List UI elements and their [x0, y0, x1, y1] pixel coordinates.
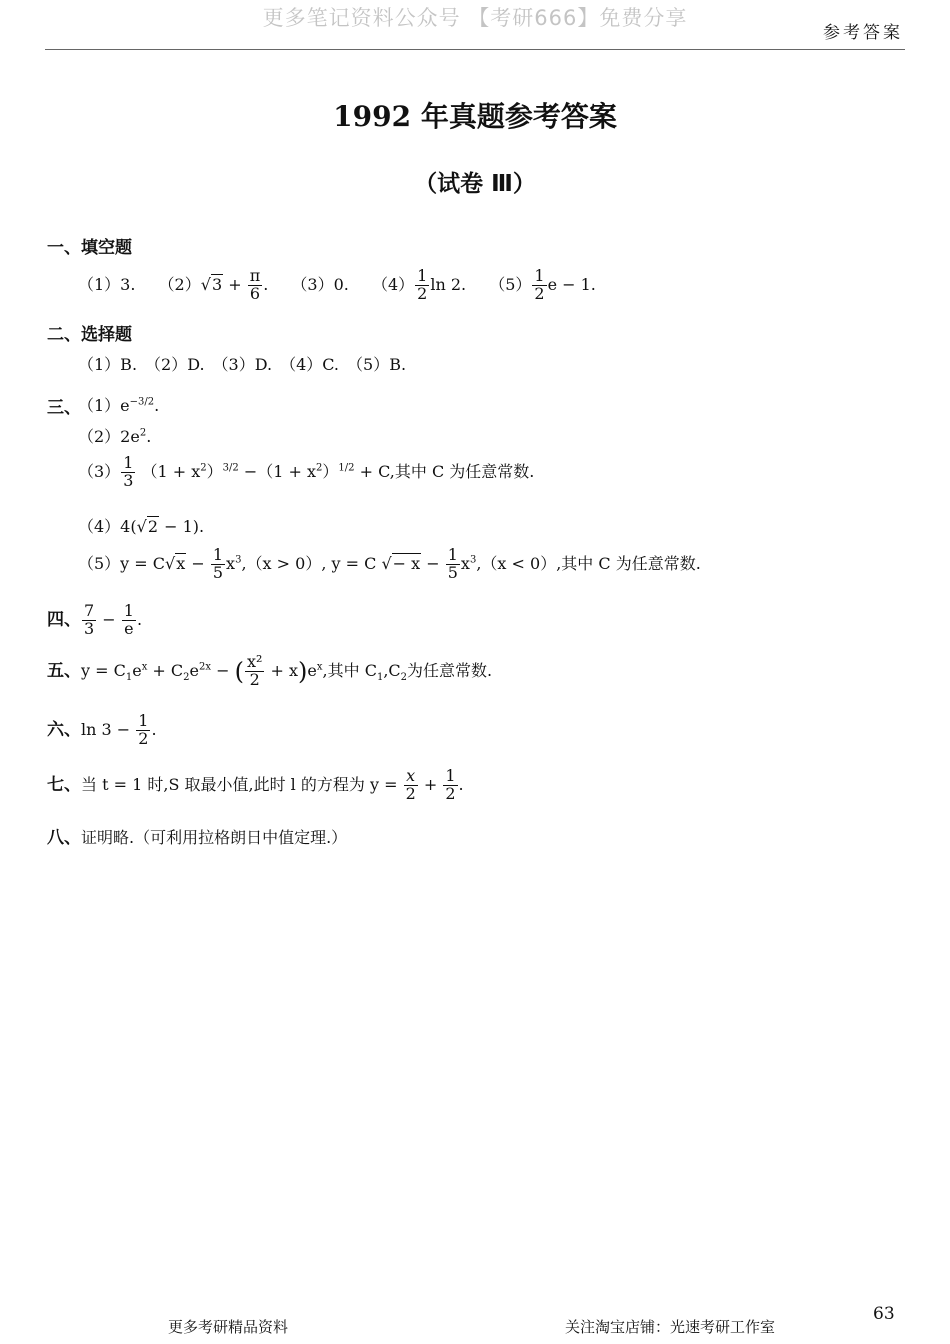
part3-line-5: （5）y = C√x − $\frac{1}{5}$ $x^3,(x > 0)$, y = C √− x − $\frac{1}{5}$ $x^3,(x < 0)$,其中 C 为任意常数.: [78, 545, 701, 582]
part8: [47, 823, 347, 848]
answer-1: （1）3.: [78, 274, 136, 294]
answer-4-fraction: [415, 268, 429, 303]
fill-blank-answers: （1）3. （2）√3 + $\frac{\pi}{6}$ . （3）0. （4） $\frac{1}{2}$ ln 2. （5） $\frac{1}{2}$ e − 1.: [78, 266, 596, 303]
section-4-label: 四、: [47, 609, 81, 630]
frac-num: 1: [138, 711, 149, 730]
part3-3-term-a-power: 3/2: [222, 462, 239, 474]
part3-3-fraction: [121, 455, 135, 490]
part5-g: + x: [265, 660, 299, 680]
page-number: 63: [873, 1304, 895, 1324]
section-5-label: 五、: [47, 660, 81, 681]
part3-2-label: （2）2e: [78, 427, 140, 446]
part3-3-term-b-power: 1/2: [338, 462, 355, 474]
answer-2-fraction: [248, 268, 263, 303]
part6-end: .: [151, 719, 157, 739]
part3-5-cond-2: ,（x < 0）,其中 C 为任意常数.: [476, 553, 701, 573]
part3-5-cube-1: 3: [235, 554, 242, 566]
part4: [47, 603, 142, 638]
answer-5-rest: e − 1.: [547, 274, 596, 294]
part5-d-sup: 2x: [199, 661, 212, 673]
part3-5-minus-2: −: [421, 553, 445, 573]
part8-text: 证明略.（可利用拉格朗日中值定理.）: [81, 828, 348, 847]
part4-end: .: [136, 609, 143, 629]
part3-line-4: （4）4(√2 − 1).: [78, 517, 205, 536]
frac-den: 3: [84, 618, 95, 638]
part7-end: .: [458, 774, 464, 794]
part5-c-sub: 2: [183, 671, 190, 683]
section-8-label: 八、: [47, 828, 81, 848]
answer-2-sqrt: 3: [211, 274, 223, 294]
section-6-label: 六、: [47, 719, 81, 740]
frac-den: 6: [249, 283, 261, 303]
part5-j: ,C: [383, 660, 401, 680]
frac-num: 1: [534, 266, 545, 285]
part5-fraction: [245, 654, 264, 689]
section-7-label: 七、: [47, 774, 81, 795]
part3-5-x-1: x: [226, 553, 236, 573]
header-label: 参考答案: [823, 23, 903, 43]
frac-den: 5: [447, 562, 458, 582]
part5-c: + C: [147, 660, 184, 680]
part6-a: ln 3 −: [81, 719, 136, 739]
frac-num: π: [249, 266, 261, 285]
part7: [47, 768, 464, 803]
answer-5-fraction: [532, 268, 546, 303]
part3-4-end: − 1).: [159, 517, 205, 536]
part7-a: 当 t = 1 时,S 取最小值,此时 l 的方程为 y =: [81, 774, 403, 794]
part3-5-minus-1: −: [186, 553, 210, 573]
part3-5-fraction-2: [446, 547, 460, 582]
part3-5-cube-2: 3: [469, 554, 477, 566]
part3-line-3: [78, 455, 534, 490]
frac-num: 1: [447, 545, 458, 564]
answer-2-plus: +: [223, 274, 247, 294]
part5-b: e: [132, 660, 142, 680]
part6-fraction: [136, 713, 150, 748]
part5: [47, 654, 492, 689]
answer-4-label: （4）: [371, 274, 415, 294]
part3-3-term-b: −（1 + x: [238, 461, 317, 481]
part3-1-label: （1）e: [78, 396, 130, 415]
answer-5-label: （5）: [489, 274, 532, 294]
part5-e: −: [211, 660, 235, 680]
header-rule: [45, 49, 905, 50]
part5-i-sub: 1: [376, 671, 384, 683]
part3-2-exponent: 2: [139, 427, 147, 439]
part3-4-label: （4）4(: [78, 517, 137, 536]
frac-den: 5: [212, 562, 224, 582]
section-fill-blank: 一、填空题: [47, 238, 132, 258]
watermark: 更多笔记资料公众号 【考研666】免费分享: [262, 6, 688, 30]
frac-num: 1: [123, 601, 134, 620]
part4-fraction-2: [122, 603, 136, 638]
part3-2-end: .: [146, 427, 152, 446]
frac-den: 2: [405, 783, 416, 803]
frac-den: 2: [445, 783, 456, 803]
part3-1-exponent: −3/2: [129, 396, 155, 408]
part6: [47, 713, 157, 748]
frac-den: 2: [534, 283, 545, 303]
part3-3-term-a-close: ）: [206, 461, 223, 481]
part3-5-sqrt-2: − x: [392, 553, 421, 573]
footer-left: 更多考研精品资料: [168, 1318, 289, 1336]
part5-a-sub: 1: [125, 671, 133, 683]
part5-k: 为任意常数.: [407, 660, 493, 680]
frac-num: x²: [246, 652, 263, 671]
part5-h-sup: x: [316, 661, 323, 673]
frac-num: 7: [84, 601, 95, 620]
frac-den: e: [124, 618, 134, 638]
answer-2-label: （2）: [158, 274, 201, 294]
frac-num: 1: [445, 766, 456, 785]
part5-b-sup: x: [141, 661, 148, 673]
page-subtitle: （试卷 Ⅲ）: [414, 171, 536, 197]
part7-plus: +: [418, 774, 443, 794]
frac-num: 1: [123, 453, 134, 472]
part3-line-1: [78, 393, 159, 416]
answer-2-end: .: [263, 274, 269, 294]
part7-fraction-2: [443, 768, 457, 803]
part3-line-2: [78, 424, 151, 447]
part3-3-term-b-sq: 2: [316, 462, 323, 474]
left-paren-icon: (: [234, 657, 244, 686]
part4-minus: −: [97, 609, 121, 629]
part4-fraction-1: [82, 603, 96, 638]
part3-3-tail: + C,其中 C 为任意常数.: [354, 461, 535, 481]
part3-3-term-b-close: ）: [322, 461, 339, 481]
part3-1-end: .: [154, 396, 160, 415]
part7-fraction-1: [404, 768, 418, 803]
footer-right: 关注淘宝店铺：光速考研工作室: [565, 1318, 776, 1336]
section-3-label: 三、: [47, 398, 81, 418]
answer-3: （3）0.: [291, 274, 349, 294]
frac-num: 1: [417, 266, 428, 285]
choice-answers: （1）B. （2）D. （3）D. （4）C. （5）B.: [78, 355, 407, 374]
part5-a: y = C: [81, 660, 126, 680]
part5-d: e: [189, 660, 200, 680]
part3-3-term-a-sq: 2: [200, 462, 207, 474]
part3-5-x-2: x: [460, 553, 470, 573]
frac-den: 2: [249, 669, 260, 689]
page-title: 1992 年真题参考答案: [333, 100, 617, 133]
right-paren-icon: ): [298, 657, 308, 686]
part3-5-sqrt-1: x: [176, 553, 186, 573]
part5-h: e: [307, 660, 317, 680]
part3-5-fraction-1: [211, 547, 225, 582]
part3-5-label: （5）y = C: [78, 553, 166, 573]
frac-num: 1: [212, 545, 224, 564]
part3-3-term-a: （1 + x: [141, 461, 201, 481]
part3-5-cond-1: ,（x > 0）, y = C: [241, 553, 377, 573]
part5-i: ,其中 C: [322, 660, 377, 680]
frac-den: 2: [417, 283, 428, 303]
part5-j-sub: 2: [400, 671, 408, 683]
section-choice: 二、选择题: [47, 325, 132, 345]
part3-4-sqrt: 2: [147, 517, 158, 536]
frac-den: 2: [138, 728, 149, 748]
frac-num: x: [404, 768, 418, 786]
answer-4-rest: ln 2.: [430, 274, 467, 294]
frac-den: 3: [123, 470, 134, 490]
part3-3-label: （3）: [78, 461, 121, 481]
